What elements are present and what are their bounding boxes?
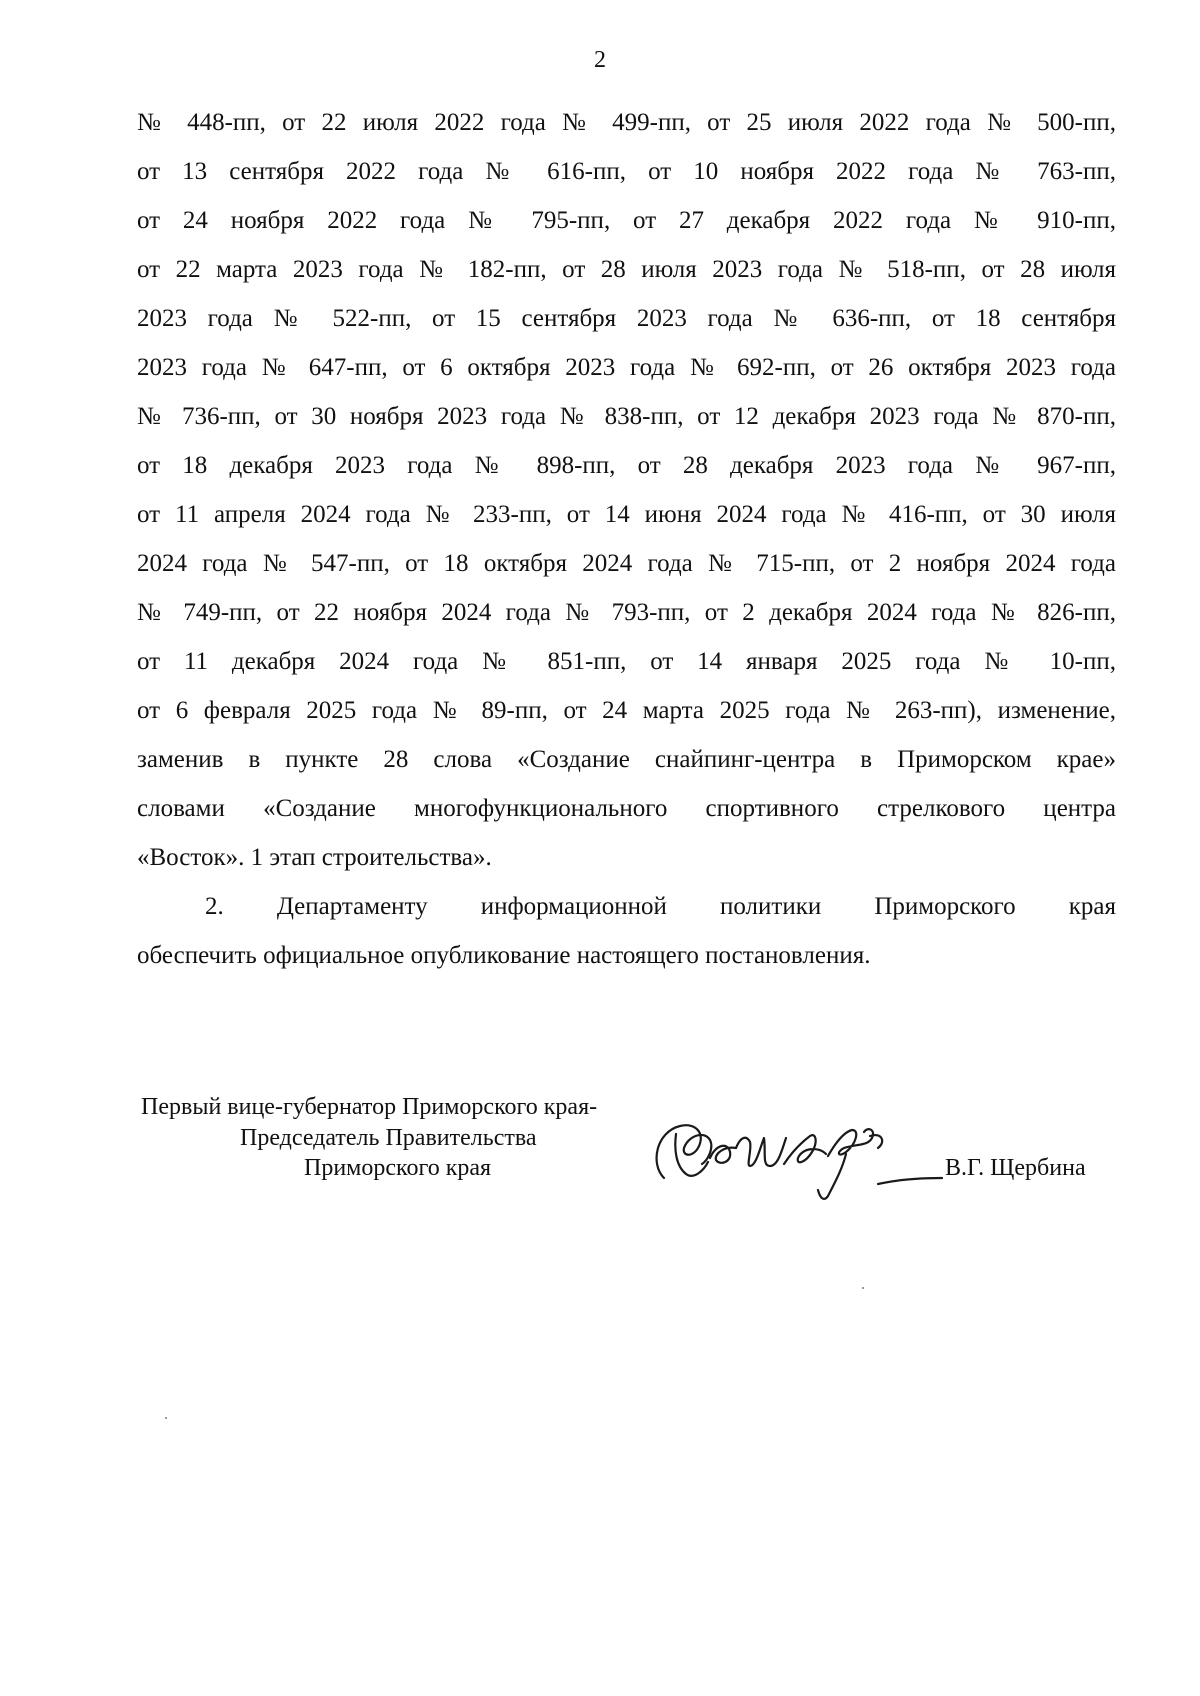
text-line: № 448-пп, от 22 июля 2022 года № 499-пп, от 25 июля 2022 года № 500-пп,	[137, 109, 1116, 136]
signatory-name: В.Г. Щербина	[945, 1155, 1086, 1181]
signatory-position-line-1: Первый вице-губернатор Приморского края-	[141, 1094, 598, 1120]
text-line: 2023 года № 522-пп, от 15 сентября 2023 года № 636-пп, от 18 сентября	[137, 305, 1116, 332]
signatory-position-line-3: Приморского края	[304, 1155, 492, 1181]
text-line: заменив в пункте 28 слова «Создание снайпинг-центра в Приморском крае»	[137, 746, 1116, 773]
text-line: № 736-пп, от 30 ноября 2023 года № 838-пп, от 12 декабря 2023 года № 870-пп,	[137, 403, 1116, 430]
text-line: от 24 ноября 2022 года № 795-пп, от 27 декабря 2022 года № 910-пп,	[137, 207, 1116, 234]
text-line: от 11 декабря 2024 года № 851-пп, от 14 января 2025 года № 10-пп,	[137, 648, 1116, 675]
scan-speck	[862, 1287, 864, 1289]
signatory-position-line-2: Председатель Правительства	[240, 1125, 537, 1151]
text-line: словами «Создание многофункционального спортивного стрелкового центра	[137, 795, 1116, 822]
text-line: от 11 апреля 2024 года № 233-пп, от 14 июня 2024 года № 416-пп, от 30 июля	[137, 501, 1116, 528]
text-line: 2024 года № 547-пп, от 18 октября 2024 года № 715-пп, от 2 ноября 2024 года	[137, 550, 1116, 577]
paragraph-publication	[137, 882, 1116, 980]
text-line: от 22 марта 2023 года № 182-пп, от 28 июля 2023 года № 518-пп, от 28 июля	[137, 256, 1116, 283]
text-line: 2023 года № 647-пп, от 6 октября 2023 года № 692-пп, от 26 октября 2023 года	[137, 354, 1116, 381]
text-line: «Восток». 1 этап строительства».	[137, 844, 492, 871]
scan-speck	[165, 1417, 167, 1419]
page-number: 2	[594, 47, 606, 73]
text-line: от 18 декабря 2023 года № 898-пп, от 28 декабря 2023 года № 967-пп,	[137, 452, 1116, 479]
text-line: обеспечить официальное опубликование настоящего постановления.	[137, 942, 871, 969]
handwritten-signature	[646, 1108, 946, 1208]
text-line: № 749-пп, от 22 ноября 2024 года № 793-пп, от 2 декабря 2024 года № 826-пп,	[137, 599, 1116, 626]
signature-block	[141, 1092, 1131, 1212]
document-body	[137, 98, 1116, 980]
text-line: 2. Департаменту информационной политики Приморского края	[205, 893, 1116, 920]
text-line: от 13 сентября 2022 года № 616-пп, от 10 ноября 2022 года № 763-пп,	[137, 158, 1116, 185]
paragraph-amendment	[137, 98, 1116, 882]
text-line: от 6 февраля 2025 года № 89-пп, от 24 марта 2025 года № 263-пп), изменение,	[137, 697, 1116, 724]
